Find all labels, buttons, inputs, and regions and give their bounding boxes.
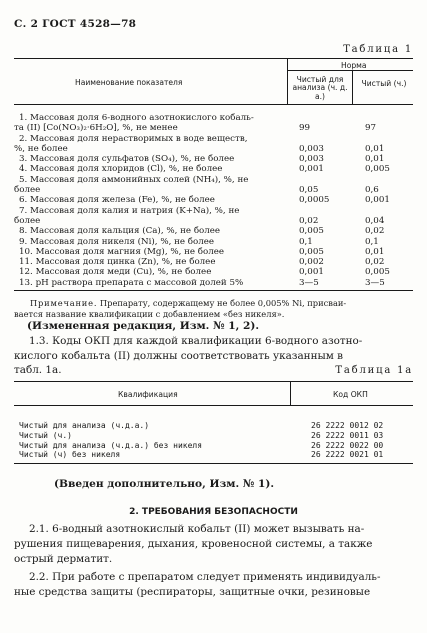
para-2-2-line2: ные средства защиты (респираторы, защитные очки, резиновые [14, 586, 371, 598]
row-label: 11. Массовая доля цинка (Zn), %, не более [19, 257, 216, 268]
table1a-top-rule [14, 381, 413, 382]
row-value-pure: 3—5 [365, 277, 385, 288]
amendment-note: (Измененная редакция, Изм. № 1, 2). [27, 320, 260, 332]
row-value-pure-analysis: 0,005 [299, 226, 324, 237]
table-row [19, 247, 419, 257]
row-qualification: Чистый для анализа (ч.д.а.) [19, 421, 150, 430]
row-value-pure: 0,001 [365, 195, 390, 206]
table1a-body [19, 421, 419, 460]
row-value-pure: 97 [365, 123, 377, 134]
row-value-pure-analysis: 3—5 [299, 277, 319, 288]
note-text: Препарату, содержащему не более 0,005% Ni, присваи- [97, 298, 347, 308]
row-value-pure-analysis: 0,003 [299, 154, 324, 165]
table1-col-pure-analysis: Чистый для анализа (ч. д. а.) [292, 75, 348, 101]
row-label: 7. Массовая доля калия и натрия (K+Na), %, не [19, 205, 240, 216]
table-row [19, 441, 419, 451]
table1a-bottom-rule [14, 463, 413, 464]
table1-header-rule [14, 104, 413, 105]
table1-note-cont: вается название квалификации с добавлением «без никеля». [14, 309, 285, 319]
table-row [19, 267, 419, 277]
table-row [19, 257, 419, 267]
row-label: 13. pH раствора препарата с массовой долей 5% [19, 277, 244, 288]
table1-col-name: Наименование показателя [75, 78, 183, 87]
row-value-pure-analysis: 0,02 [299, 215, 319, 226]
row-value-pure: 0,02 [365, 226, 385, 237]
table1-norm-rule [287, 70, 413, 71]
row-label: 12. Массовая доля меди (Cu), %, не более [19, 267, 212, 278]
table-row [14, 143, 419, 154]
table1-caption: Таблица 1 [343, 44, 413, 55]
row-label: 2. Массовая доля нерастворимых в воде веществ, [19, 133, 248, 144]
row-okp-code: 26 2222 0022 00 [311, 440, 384, 450]
row-qualification: Чистый (ч) без никеля [19, 450, 121, 460]
row-value-pure-analysis: 0,003 [299, 143, 324, 154]
row-value-pure: 0,01 [365, 154, 385, 165]
row-label: 1. Массовая доля 6-водного азотнокислого кобаль- [19, 113, 254, 123]
page-header: С. 2 ГОСТ 4528—78 [14, 18, 137, 30]
row-value-pure: 0,02 [365, 257, 385, 268]
row-value-pure-analysis: 0,001 [299, 267, 324, 278]
note-heading: Примечание. [30, 298, 98, 308]
table1-top-rule [14, 58, 413, 59]
table-row [19, 431, 419, 441]
table-row [19, 154, 419, 164]
table-row [19, 175, 419, 185]
row-label: 10. Массовая доля магния (Mg), %, не более [19, 246, 225, 257]
table-row [19, 237, 419, 247]
row-label: та (II) [Co(NO₃)₂·6H₂O], %, не менее [14, 123, 178, 134]
table1-col-divider [287, 58, 288, 104]
section-title: 2. ТРЕБОВАНИЯ БЕЗОПАСНОСТИ [129, 507, 298, 517]
table1a-col-code: Код ОКП [333, 390, 368, 399]
row-label: 4. Массовая доля хлоридов (Cl), %, не более [19, 164, 223, 175]
table1-subcol-divider [352, 70, 353, 104]
row-value-pure: 0,04 [365, 215, 385, 226]
table-row [19, 421, 419, 431]
row-label: более [14, 215, 41, 226]
table-row [19, 195, 419, 205]
row-label: 6. Массовая доля железа (Fe), %, не более [19, 195, 215, 206]
para-1-3-line3: табл. 1а. [14, 364, 62, 376]
table-row [19, 113, 419, 123]
table-row [19, 278, 419, 288]
table-row [19, 450, 419, 460]
row-qualification: Чистый для анализа (ч.д.а.) без никеля [19, 440, 203, 450]
row-value-pure-analysis: 99 [299, 123, 311, 134]
table1-col-norm: Норма [341, 61, 367, 70]
para-2-1-line3: острый дерматит. [14, 553, 113, 565]
table1-col-pure: Чистый (ч.) [361, 79, 407, 88]
table1a-caption: Таблица 1а [335, 365, 413, 376]
para-2-1-line2: рушения пищеварения, дыхания, кровеносной системы, а также [14, 538, 373, 550]
para-1-3-line2: кислого кобальта (II) должны соответствовать указанным в [14, 350, 344, 362]
para-1-3-line1: 1.3. Коды ОКП для каждой квалификации 6-водного азотно- [29, 335, 363, 347]
table1-note [30, 298, 346, 308]
table1a-header-rule [14, 405, 413, 406]
table1-body [14, 113, 419, 288]
row-label: 3. Массовая доля сульфатов (SO₄), %, не более [19, 154, 235, 165]
para-2-1-line1: 2.1. 6-водный азотнокислый кобальт (II) может вызывать на- [29, 523, 365, 535]
row-value-pure-analysis: 0,001 [299, 164, 324, 175]
row-label: 5. Массовая доля аммонийных солей (NH₄), %, не [19, 174, 249, 185]
table1a-col-qual: Квалификация [118, 390, 178, 399]
row-value-pure: 0,005 [365, 164, 390, 175]
table-row [14, 215, 419, 226]
table-row [14, 123, 419, 134]
row-value-pure-analysis: 0,0005 [299, 195, 330, 206]
table-row [19, 206, 419, 216]
table-row [19, 164, 419, 174]
row-value-pure: 0,1 [365, 236, 379, 247]
row-okp-code: 26 2222 0021 01 [311, 450, 384, 460]
table-row [19, 226, 419, 236]
amendment-note-2: (Введен дополнительно, Изм. № 1). [54, 478, 275, 490]
row-label: %, не более [14, 143, 68, 154]
row-label: более [14, 185, 41, 196]
para-2-2-line1: 2.2. При работе с препаратом следует применять индивидуаль- [29, 571, 381, 583]
row-qualification: Чистый (ч.) [19, 430, 72, 440]
table1-bottom-rule [14, 290, 413, 291]
row-value-pure-analysis: 0,005 [299, 246, 324, 257]
row-value-pure-analysis: 0,002 [299, 257, 324, 268]
row-value-pure: 0,01 [365, 143, 385, 154]
row-okp-code: 26 2222 0012 02 [311, 421, 384, 430]
row-value-pure: 0,005 [365, 267, 390, 278]
table-row [19, 134, 419, 144]
table-row [14, 185, 419, 196]
row-value-pure-analysis: 0,05 [299, 185, 319, 196]
row-okp-code: 26 2222 0011 03 [311, 430, 384, 440]
row-label: 9. Массовая доля никеля (Ni), %, не более [19, 236, 215, 247]
row-label: 8. Массовая доля кальция (Ca), %, не более [19, 226, 221, 237]
table1a-col-divider [290, 381, 291, 405]
row-value-pure: 0,6 [365, 185, 379, 196]
row-value-pure-analysis: 0,1 [299, 236, 313, 247]
row-value-pure: 0,01 [365, 246, 385, 257]
